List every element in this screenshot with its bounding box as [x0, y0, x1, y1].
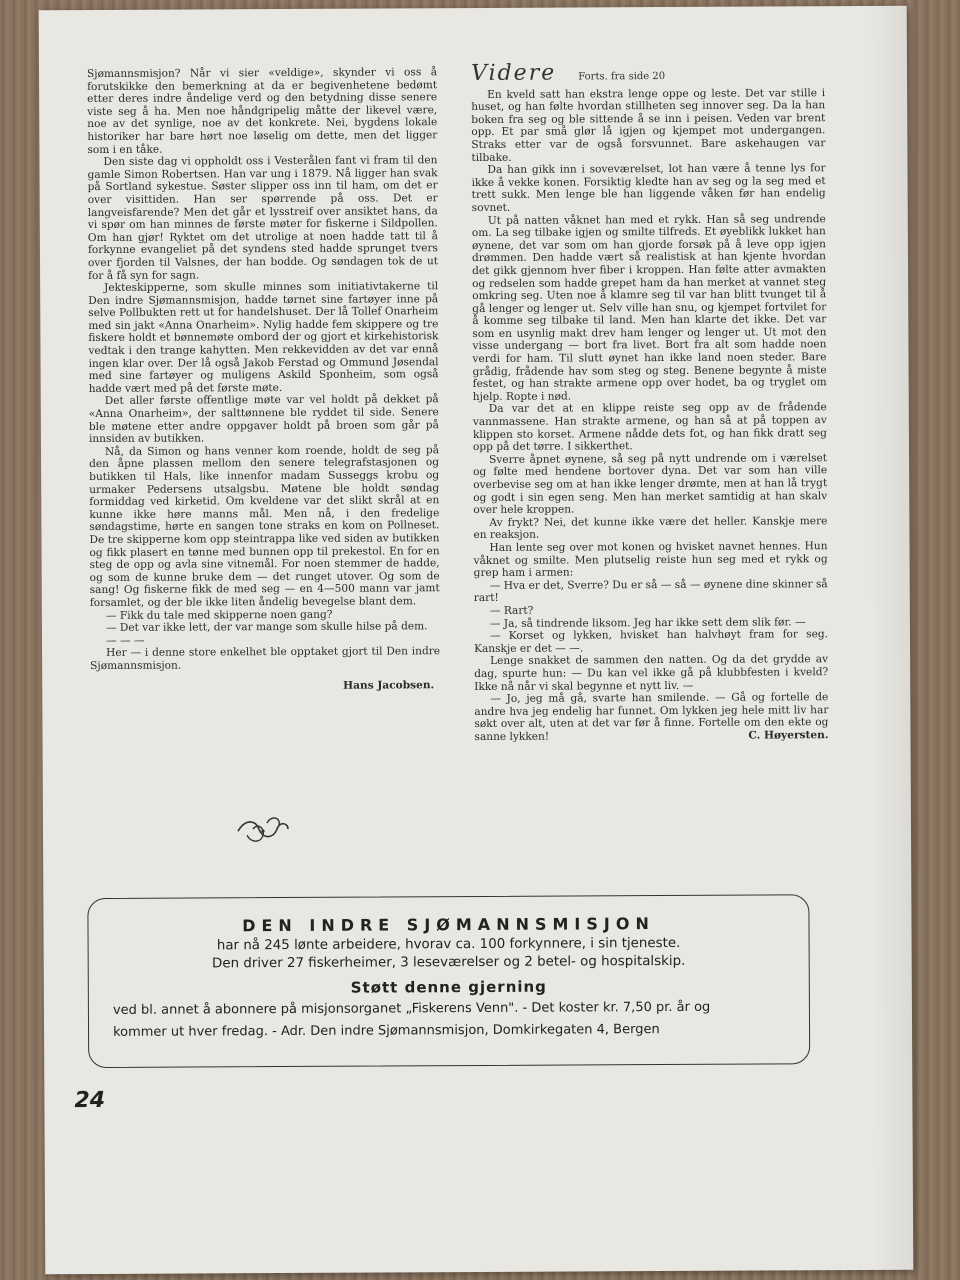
paragraph: Da var det at en klippe reiste seg opp av de frådende vannmassene. Han strakte armene, og han så at på toppen av klippen sto korset. Armene nådde dets fot, og han fikk dratt seg opp på det tørre. I sikkerthet. [472, 401, 827, 454]
paragraph: Jekteskipperne, som skulle minnes som initiativtakerne til Den indre Sjømannsmisjon, hadde tørnet sine fartøyer inne på selve Pollbukten rett ut for handelshuset. Der lå Tollef Onarheim med sin jakt «Anna Onarheim». Nylig hadde fem skippere og tre fiskere holdt et bønnemøte ombord der og gjort et kirkehistorisk vedtak i den trange kahytten. Men rekkevidden av det var ennå ingen klar over. Der lå også Jakob Ferstad og Ommund Jøsendal med sine fartøyer og muligens Askild Sponheim, som også hadde vært med på det første møte. [88, 280, 439, 395]
left-column [87, 66, 440, 693]
paragraph: — Korset og lykken, hvisket han halvhøyt fram for seg. Kanskje er det — —. [474, 628, 829, 655]
paragraph: Av frykt? Nei, det kunne ikke være det heller. Kanskje mere en reaksjon. [473, 514, 828, 542]
paragraph: Han lente seg over mot konen og hvisket navnet hennes. Hun våknet og smilte. Men plutselig reiste hun seg med et rykk og grep ham i armen: [473, 540, 828, 580]
ad-line: har nå 245 lønte arbeidere, hvorav ca. 100 forkynnere, i sin tjeneste. [216, 935, 681, 954]
paragraph: — Rart? [489, 604, 534, 617]
ad-line: ved bl. annet å abonnere på misjonsorganet „Fiskerens Venn". - Det koster kr. 7,50 pr. år og [112, 999, 711, 1018]
paragraph: Det aller første offentlige møte var vel holdt på dekket på «Anna Onarheim», der salttønnene ble ryddet til side. Senere ble møtene etter andre oppgaver holdt på broen som går på innsiden av butikken. [88, 393, 439, 446]
ad-heading: DEN INDRE SJØMANNSMISJON [242, 914, 655, 936]
author-signature: Hans Jacobsen. [343, 678, 435, 692]
paragraph: Lenge snakket de sammen den natten. Og da det grydde av dag, spurte hun: — Du kan vel ikke gå på klubbfesten i kveld? Ikke nå når vi skal begynne et nytt liv. — [474, 653, 829, 693]
paragraph: Sjømannsmisjon? Når vi sier «veldige», skynder vi oss å forutskikke den bemerkning at da er begivenhetene bedømt etter deres indre åndelige verd og den betydning disse senere viste seg å ha. Men noe håndgripelig måtte der likevel være, noe av det synlige, noe av det konkrete. Nei, bygdens lokale historiker har bare hørt noe løselig om dette, men det ligger som i en tåke. [86, 66, 438, 156]
paragraph: Sverre åpnet øynene, så seg på nytt undrende om i værelset og følte med hendene bortover dyna. Det var som han ville overbevise seg om at han ikke lenger drømte, men at han lå trygt og godt i sin egen seng. Men han merket samtidig at han skalv over hele kroppen. [473, 451, 828, 517]
paragraph-text: — Jo, jeg må gå, svarte han smilende. — Gå og fortelle de andre hva jeg endelig har funnet. Om lykken jeg hele mitt liv har søkt over alt, uten at det var før å finne. Fortelle om den ekte og sanne lykken! [474, 691, 829, 743]
ad-subheading: Støtt denne gjerning [350, 977, 547, 997]
paragraph: — Hva er det, Sverre? Du er så — så — øynene dine skinner så rart! [473, 577, 828, 605]
paragraph: — Fikk du tale med skipperne noen gang? [105, 608, 333, 622]
paragraph: Her — i denne store enkelhet ble opptaket gjort til Den indre Sjømannsmisjon. [90, 645, 441, 672]
paragraph: — Ja, så tindrende liksom. Jeg har ikke sett dem slik før. — [489, 615, 806, 630]
story-title: Videre [470, 60, 557, 87]
decorative-ornament-icon [233, 809, 293, 849]
paragraph [474, 691, 828, 743]
paragraph: — — — [105, 634, 145, 647]
paragraph: Nå, da Simon og hans venner kom roende, holdt de seg på den åpne plassen mellom den senere telegrafstasjonen og butikken til Hals, like innenfor madam Susseggs krobu og urmaker Pedersens utsalgsbu. Møtene ble holdt søndag formiddag ved kirketid. Om kveldene var det slikt skrål at en kunne ikke høre manns mål. Men nå, i den fredelige søndagstime, hørte en sangen tone straks en kom on Pollneset. De tre skipperne kom opp steintrappa like ved siden av butikken og fikk plasert en tønne med bunnen opp til prekestol. En for en steg de opp og avla sine vitnemål. For noen stemmer de hadde, og som de kunne bruke dem — det runget utover. Og som de sang! Og fiskerne fikk de med seg — en 4—500 mann var jamt forsamlet, og der ble ikke liten åndelig bevegelse blant dem. [89, 444, 440, 609]
advertisement-box [87, 894, 810, 1068]
continued-note: Forts. fra side 20 [578, 71, 666, 83]
paragraph: En kveld satt han ekstra lenge oppe og leste. Det var stille i huset, og han følte hvordan stillheten seg innover seg. Da la han boken fra seg og ble sittende å se inn i peisen. Veden var brent opp. Et par små glør lå igjen og kjempet mot undergangen. Straks etter var de også forsvunnet. Bare askehaugen var tilbake. [471, 86, 826, 164]
page-number: 24 [74, 1087, 106, 1114]
paragraph: Da han gikk inn i soveværelset, lot han være å tenne lys for ikke å vekke konen. Forsiktig kledte han av seg og la seg med et trett sukk. Men lenge ble han liggende våken før han endelig sovnet. [471, 162, 826, 214]
magazine-page [39, 6, 914, 1275]
ad-line: Den driver 27 fiskerheimer, 3 leseværelser og 2 betel- og hospitalskip. [211, 953, 686, 972]
ad-line: kommer ut hver fredag. - Adr. Den indre Sjømannsmisjon, Domkirkegaten 4, Bergen [113, 1022, 660, 1040]
author-signature: C. Høyersten. [748, 729, 829, 742]
story-header [470, 60, 825, 87]
right-column [470, 60, 829, 743]
paragraph: — Det var ikke lett, der var mange som skulle hilse på dem. [105, 620, 428, 635]
paragraph: Ut på natten våknet han med et rykk. Han så seg undrende om. La seg tilbake igjen og smilte tilfreds. Et øyeblikk lukket han øynene, det var som om han gjorde forsøk på å leve opp igjen drømmen. Den hadde vært så realistisk at han kjente hvordan det gikk gjennom hver fiber i kroppen. Han følte atter avmakten og redselen som hadde grepet ham da han merket at vannet steg omkring seg. Uten noe å klamre seg til var han blitt tvunget til å gå lenger og lenger ut. Selv ville han snu, og kjempet fortvilet for å komme seg tilbake til land. Men han klarte det ikke. Det var som en usynlig makt drev ham lenger og lenger ut. Ut mot den visse undergang — bort fra livet. Bort fra alt som hadde noen verdi for ham. Til slutt øynet han ikke land noen steder. Bare grådig, frådende hav som steg og steg. Benene begynte å miste festet, og han strakte armene opp over hodet, ba og tryglet om hjelp. Ropte i nød. [471, 212, 827, 403]
paragraph: Den siste dag vi oppholdt oss i Vesterålen fant vi fram til den gamle Simon Robertsen. Han var ung i 1879. Nå ligger han svak på Sortland sykestue. Søster slipper oss inn til ham, om det er over visittiden. Han ser spørrende på oss. Det er langveisfarende? Men det går et lysstreif over ansiktet hans, da vi spør om han minnes de første møter for fiskerne i Sildpollen. Om han gjør! Ryktet om det utrolige at noen hadde tatt til å forkynne evangeliet på det syndens sted hadde sprunget tvers over fjorden til Valsnes, der han bodde. Og søndagen tok de ut for å få syn for sagn. [87, 154, 439, 282]
